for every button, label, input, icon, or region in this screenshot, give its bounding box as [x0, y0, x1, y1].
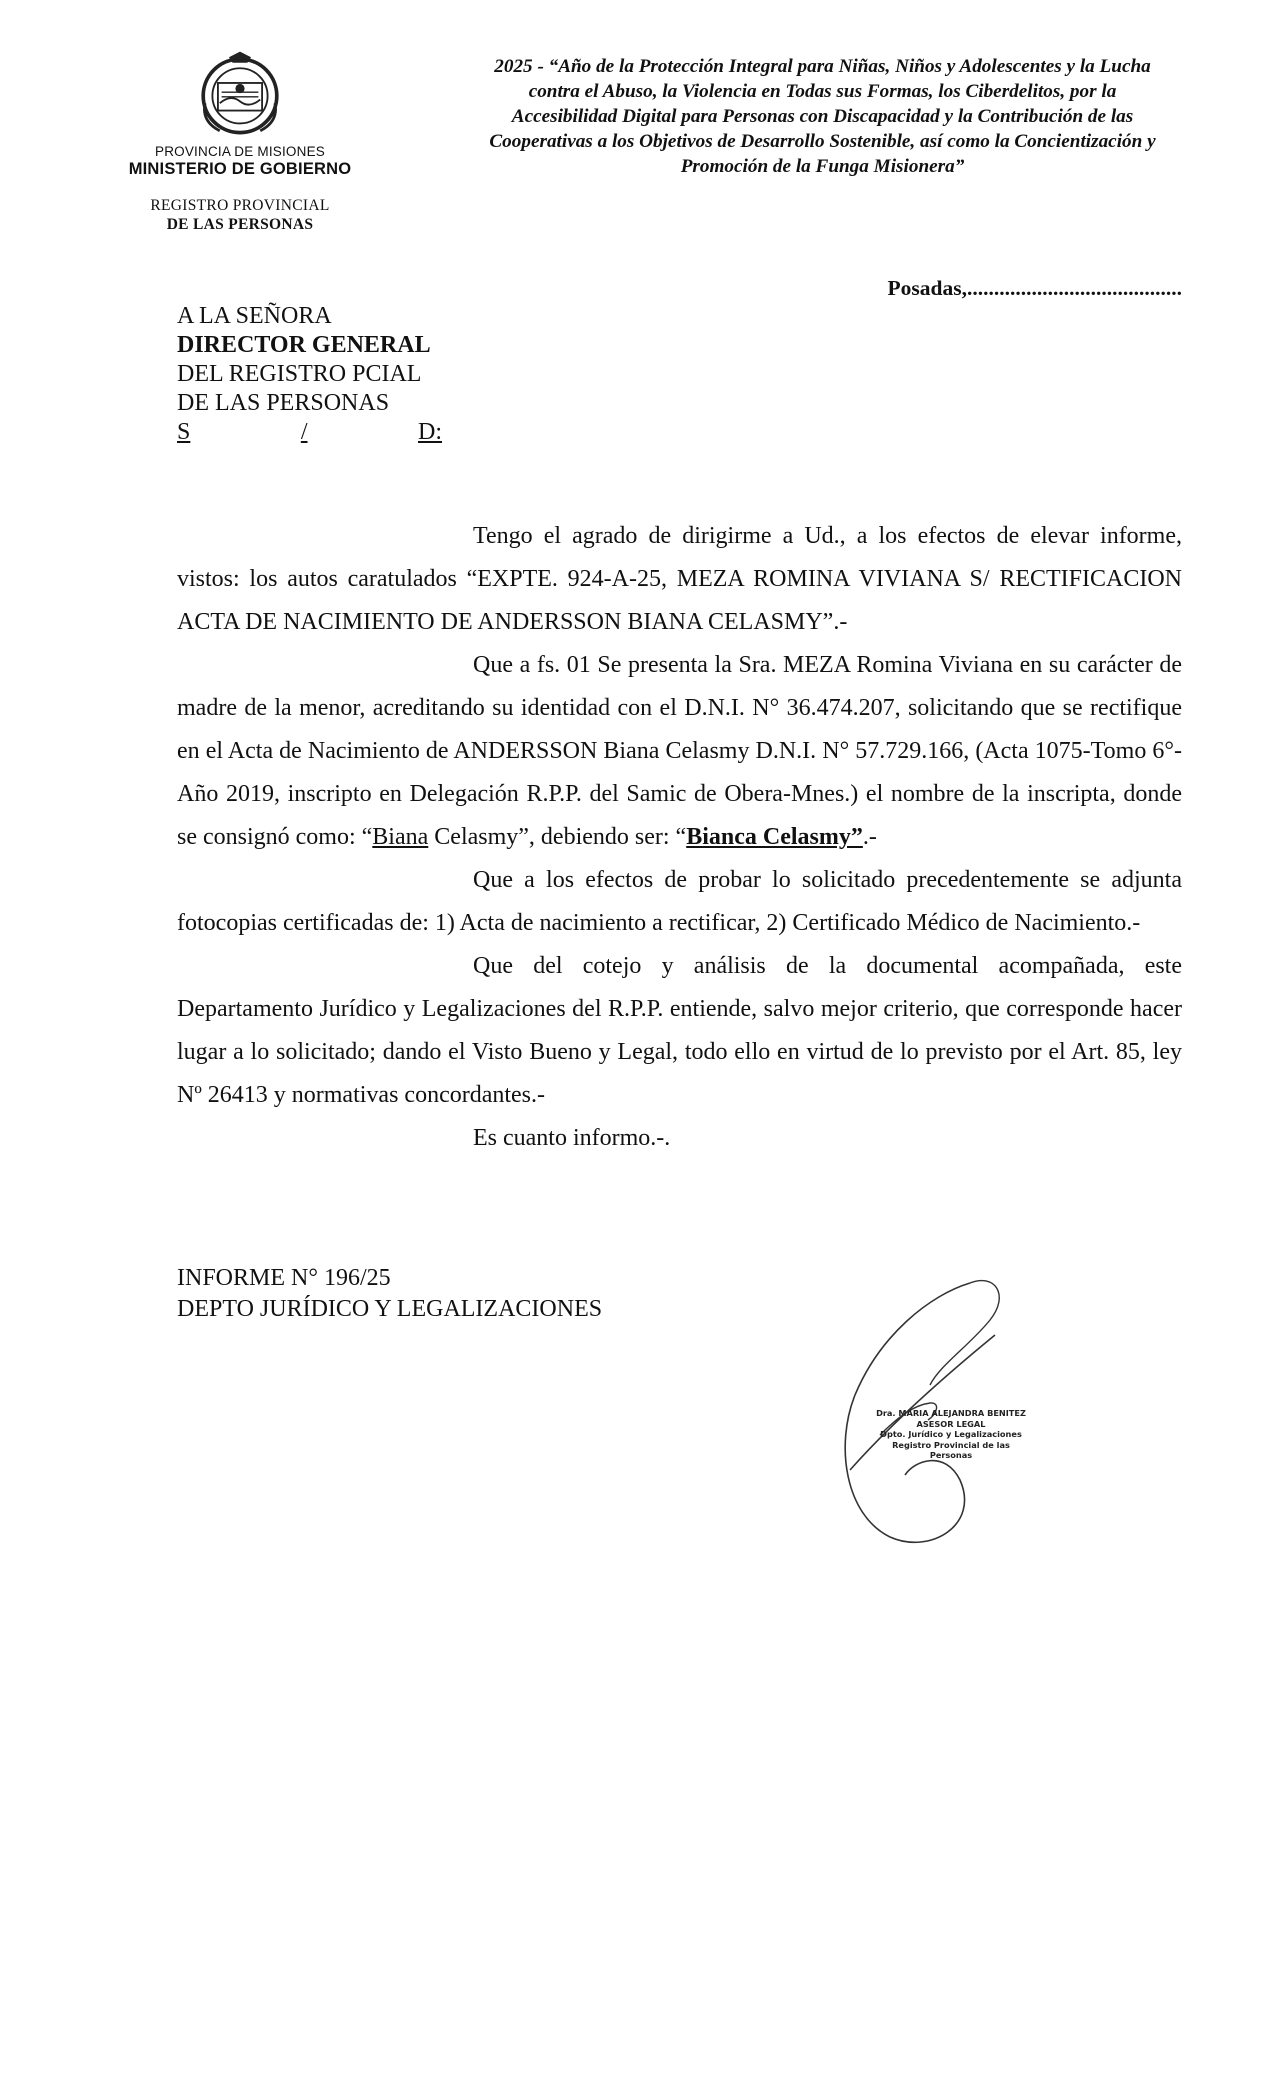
registry-name-line1: REGISTRO PROVINCIAL	[150, 197, 330, 214]
sd-line	[177, 418, 442, 447]
addressee-line: DEL REGISTRO PCIAL	[177, 361, 422, 387]
registry-name-line2: DE LAS PERSONAS	[166, 216, 314, 233]
addressee-block	[177, 302, 442, 447]
department-name: DEPTO JURÍDICO Y LEGALIZACIONES	[177, 1296, 603, 1322]
report-footer	[177, 1263, 602, 1325]
ministry-name: MINISTERIO DE GOBIERNO	[128, 160, 352, 178]
motto-line: Cooperativas a los Objetivos de Desarrollo Sostenible, así como la Concientización y	[489, 131, 1156, 152]
sd-s: S	[177, 419, 191, 445]
sd-d: D:	[418, 419, 442, 445]
motto-line: Promoción de la Funga Misionera”	[680, 156, 965, 177]
stamp-department: Dpto. Jurídico y Legalizaciones	[880, 1429, 1022, 1439]
stamp-institution: Registro Provincial de las Personas	[892, 1439, 1010, 1460]
signature-stamp	[876, 1408, 1026, 1461]
paragraph-2-text-c: .-	[862, 824, 877, 850]
addressee-title: DIRECTOR GENERAL	[177, 332, 431, 358]
letterhead-logo-block	[110, 48, 370, 234]
motto-line: contra el Abuso, la Violencia en Todas sus Formas, los Ciberdelitos, por la	[528, 81, 1117, 102]
motto-line: 2025 - “Año de la Protección Integral para Niñas, Niños y Adolescentes y la Lucha	[494, 56, 1151, 77]
motto-line: Accesibilidad Digital para Personas con Discapacidad y la Contribución de las	[511, 106, 1134, 127]
stamp-role: ASESOR LEGAL	[916, 1418, 986, 1429]
stamp-name: Dra. MARIA ALEJANDRA BENITEZ	[876, 1408, 1026, 1418]
correct-name: Bianca Celasmy”	[686, 824, 863, 850]
paragraph-2-text-b: Celasmy”, debiendo ser: “	[428, 824, 687, 850]
report-body	[177, 515, 1182, 1160]
paragraph-2-text-a: Que a fs. 01 Se presenta la Sra. MEZA Romina Viviana en su carácter de madre de la menor, acreditando su identidad con el D.N.I. N° 36.474.207, solicitando que se rectifique en el Acta de Nacimiento de ANDERSSON Biana Celasmy D.N.I. N° 57.729.166, (Acta 1075-Tomo 6°-Año 2019, inscripto en Delegación R.P.P. del Samic de Obera-Mnes.) el nombre de la inscripta, donde se consignó como: “	[177, 652, 1182, 850]
body-paragraph-4: Que del cotejo y análisis de la documental acompañada, este Departamento Jurídico y Legalizaciones del R.P.P. entiende, salvo mejor criterio, que corresponde hacer lugar a lo solicitado; dando el Visto Bueno y Legal, todo ello en virtud de lo previsto por el Art. 85, ley Nº 26413 y normativas concordantes.-	[177, 953, 1182, 1108]
body-paragraph-2	[177, 644, 1182, 859]
provincial-seal-icon	[194, 48, 286, 140]
report-number: INFORME N° 196/25	[177, 1265, 391, 1291]
wrong-name: Biana	[372, 824, 429, 850]
body-paragraph-1: Tengo el agrado de dirigirme a Ud., a los efectos de elevar informe, vistos: los autos caratulados “EXPTE. 924-A-25, MEZA ROMINA VIVIANA S/ RECTIFICACION ACTA DE NACIMIENTO DE ANDERSSON BIANA CELASMY”.-	[177, 523, 1182, 635]
addressee-line: DE LAS PERSONAS	[177, 390, 390, 416]
province-name: PROVINCIA DE MISIONES	[155, 144, 325, 159]
body-closing: Es cuanto informo.-.	[473, 1125, 671, 1151]
date-line: Posadas,........................................	[887, 276, 1182, 300]
addressee-line: A LA SEÑORA	[177, 303, 332, 329]
body-paragraph-3: Que a los efectos de probar lo solicitado precedentemente se adjunta fotocopias certificadas de: 1) Acta de nacimiento a rectificar, 2) Certificado Médico de Nacimiento.-	[177, 867, 1182, 936]
year-motto	[455, 54, 1190, 179]
sd-slash: /	[300, 419, 308, 445]
